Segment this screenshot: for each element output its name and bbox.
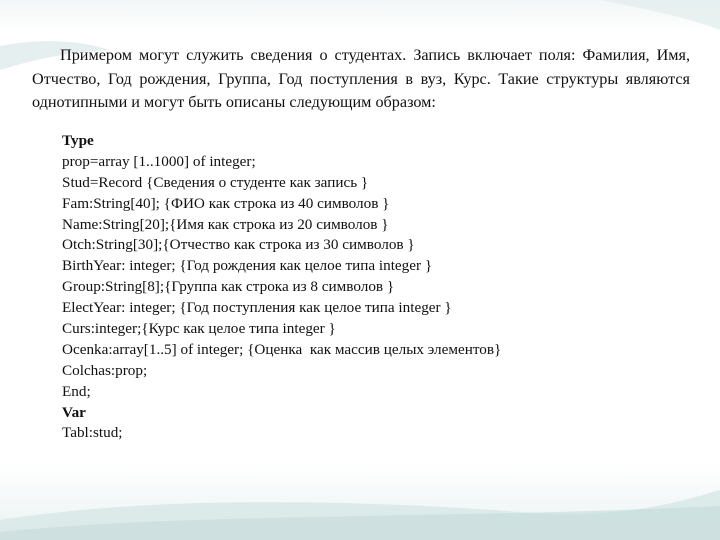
code-line: ElectYear: integer; {Год поступления как целое типа integer } — [62, 299, 452, 317]
code-line: Curs:integer;{Курс как целое типа integer } — [62, 320, 336, 338]
code-keyword-line: Type — [62, 132, 94, 149]
code-line: prop=array [1..1000] of integer; — [62, 152, 256, 170]
code-line: Tabl:stud; — [62, 424, 123, 442]
code-keyword-line: Var — [62, 403, 86, 421]
intro-paragraph: Примером могут служить сведения о студентах. Запись включает поля: Фамилия, Имя, Отчество, Год рождения, Группа, Год поступления в вуз, Курс. Такие структуры являются однотипными и могут быть описаны следующим образом: — [32, 46, 690, 111]
code-line: Group:String[8];{Группа как строка из 8 символов } — [62, 278, 395, 296]
code-line: BirthYear: integer; {Год рождения как целое типа integer } — [62, 257, 433, 275]
code-line: End; — [62, 382, 91, 400]
code-line: Stud=Record {Сведения о студенте как запись } — [62, 173, 369, 191]
code-line: Ocenka:array[1..5] of integer; {Оценка как массив целых элементов} — [62, 340, 502, 358]
code-listing — [62, 131, 682, 444]
code-line: Fam:String[40]; {ФИО как строка из 40 символов } — [62, 194, 390, 212]
code-line: Otch:String[30];{Отчество как строка из 30 символов } — [62, 236, 415, 254]
top-right-wave-decoration — [600, 0, 720, 30]
code-line: Name:String[20];{Имя как строка из 20 символов } — [62, 215, 389, 233]
code-line: Colchas:prop; — [62, 361, 148, 379]
